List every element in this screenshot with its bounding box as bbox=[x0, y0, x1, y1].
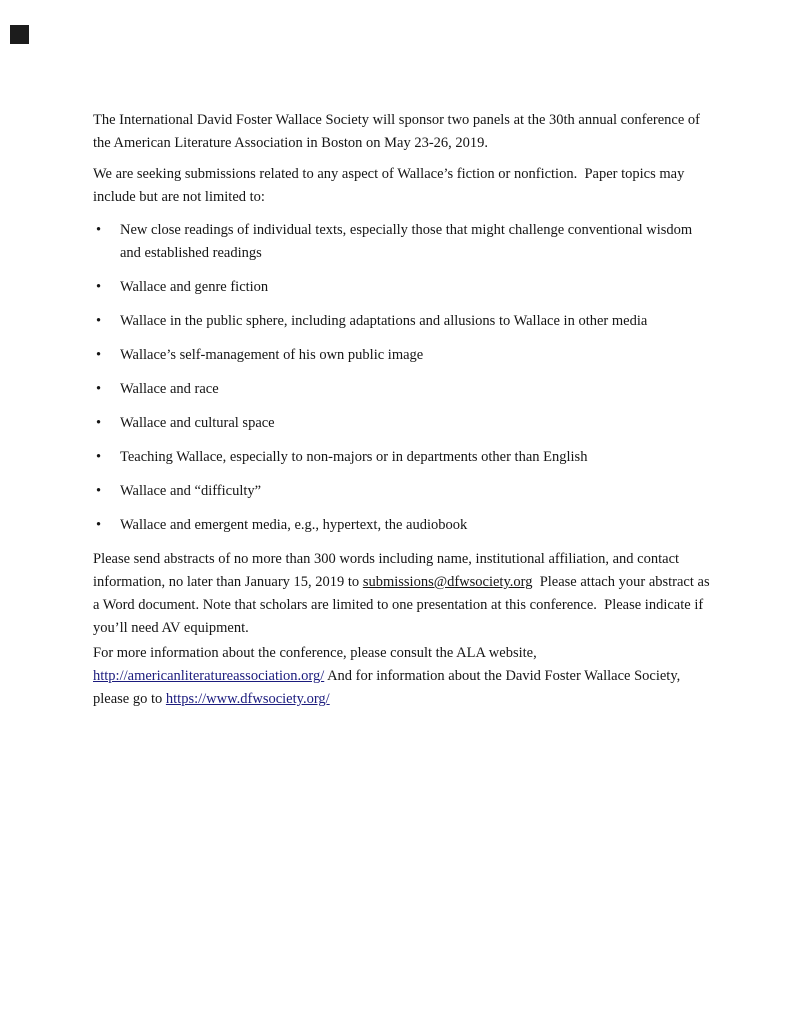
bullet-icon: • bbox=[96, 483, 102, 499]
topic-item bbox=[93, 310, 711, 333]
topic-text: Wallace’s self-management of his own public image bbox=[120, 347, 424, 363]
info-text-before-ala-link: For more information about the conference, please consult the ALA website, bbox=[93, 645, 541, 661]
topic-text: Wallace and “difficulty” bbox=[120, 483, 262, 499]
topic-item bbox=[93, 276, 711, 299]
submission-text-after-email: Please attach your abstract as a Word document. Note that scholars are limited to one presentation at this conference. Please indicate if you’ll need AV equipment. bbox=[93, 574, 714, 636]
more-info-paragraph bbox=[93, 642, 711, 711]
bullet-icon: • bbox=[96, 279, 102, 295]
topic-text: Wallace and emergent media, e.g., hypertext, the audiobook bbox=[120, 517, 468, 533]
submission-instructions-paragraph bbox=[93, 548, 714, 640]
topic-text: Wallace and race bbox=[120, 381, 219, 397]
topic-item bbox=[93, 412, 711, 435]
submissions-email-link[interactable]: submissions@dfwsociety.org bbox=[362, 574, 533, 590]
intro-text: The International David Foster Wallace Society will sponsor two panels at the 30th annual conference of the American Literature Association in Boston on May 23-26, 2019. bbox=[93, 112, 704, 151]
topic-item bbox=[93, 378, 711, 401]
bullet-icon: • bbox=[96, 347, 102, 363]
bullet-icon: • bbox=[96, 381, 102, 397]
intro-paragraph bbox=[93, 109, 711, 155]
bullet-icon: • bbox=[96, 517, 102, 533]
topic-text: Wallace and genre fiction bbox=[120, 279, 269, 295]
topic-list bbox=[93, 219, 711, 537]
topic-text: New close readings of individual texts, especially those that might challenge conventional wisdom and established readings bbox=[120, 222, 696, 261]
submission-text-before-email: Please send abstracts of no more than 300 words including name, institutional affiliation, and contact information, no later than January 15, 2019 to bbox=[93, 551, 683, 590]
topic-text: Wallace and cultural space bbox=[120, 415, 275, 431]
ala-website-link[interactable]: http://americanliteratureassociation.org/ bbox=[93, 668, 325, 684]
topic-item bbox=[93, 480, 711, 503]
scan-artifact-mark bbox=[10, 25, 29, 44]
call-for-papers-paragraph bbox=[93, 163, 711, 209]
document-page bbox=[93, 109, 714, 711]
bullet-icon: • bbox=[96, 449, 102, 465]
topic-item bbox=[93, 219, 711, 265]
topic-item bbox=[93, 446, 711, 469]
dfw-society-link[interactable]: https://www.dfwsociety.org/ bbox=[165, 691, 330, 707]
bullet-icon: • bbox=[96, 415, 102, 431]
bullet-icon: • bbox=[96, 222, 102, 238]
topic-item bbox=[93, 344, 711, 367]
topic-text: Wallace in the public sphere, including adaptations and allusions to Wallace in other media bbox=[120, 313, 648, 329]
topic-item bbox=[93, 514, 711, 537]
bullet-icon: • bbox=[96, 313, 102, 329]
info-text-between-links: And for information about the David Foster Wallace Society, please go to bbox=[93, 668, 684, 707]
call-text: We are seeking submissions related to any aspect of Wallace’s fiction or nonfiction. Paper topics may include but are not limited to: bbox=[93, 166, 688, 205]
topic-text: Teaching Wallace, especially to non-majors or in departments other than English bbox=[120, 449, 588, 465]
